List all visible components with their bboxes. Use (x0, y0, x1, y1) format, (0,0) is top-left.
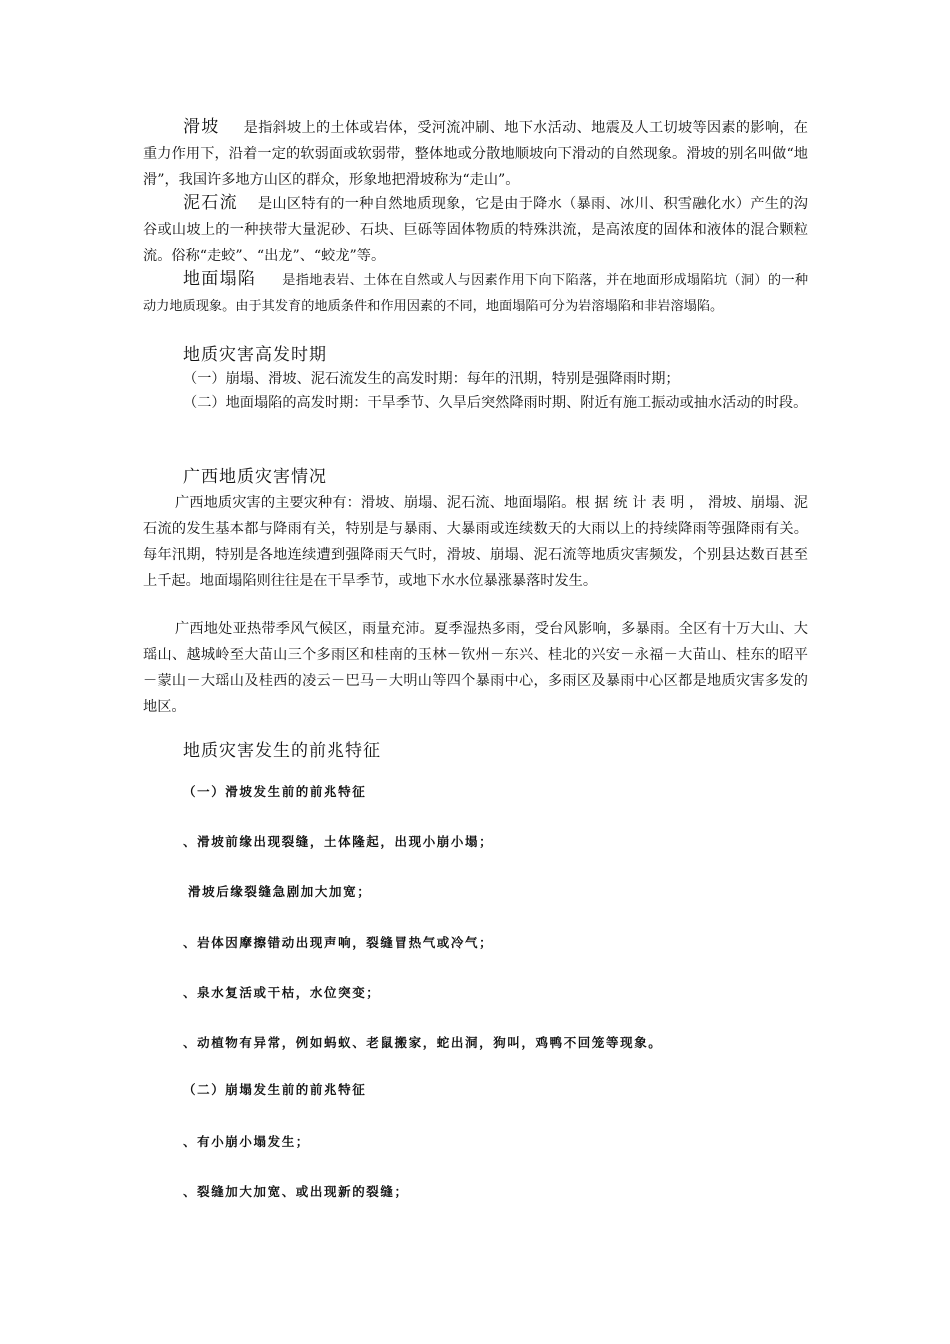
precursor-landslide-item: 滑坡后缘裂缝急剧加大加宽； (188, 884, 372, 899)
guangxi-paragraph-2: 广西地处亚热带季风气候区，雨量充沛。夏季湿热多雨，受台风影响，多暴雨。全区有十万大山、大瑶山、越城岭至大苗山三个多雨区和桂南的玉林－钦州－东兴、桂北的兴安－永福－大苗山、桂东的昭平－蒙山－大瑶山及桂西的凌云－巴马－大明山等四个暴雨中心，多雨区及暴雨中心区都是地质灾害多发的地区。 (143, 621, 808, 715)
definition-debris-flow (143, 190, 808, 269)
precursor-landslide-item: 、动植物有异常，例如蚂蚁、老鼠搬家，蛇出洞，狗叫，鸡鸭不回笼等现象。 (183, 1035, 663, 1050)
precursor-collapse-title: （二）崩塌发生前的前兆特征 (183, 1082, 367, 1097)
precursor-landslide-item: 、滑坡前缘出现裂缝，土体隆起，出现小崩小塌； (183, 834, 494, 849)
precursor-landslide-item: 、岩体因摩擦错动出现声响，裂缝冒热气或冷气； (183, 935, 494, 950)
definition-landslide (143, 114, 808, 193)
heading-precursors: 地质灾害发生的前兆特征 (183, 741, 381, 761)
definition-landslide-text: 是指斜坡上的土体或岩体，受河流冲刷、地下水活动、地震及人工切坡等因素的影响，在重力作用下，沿着一定的软弱面或软弱带，整体地或分散地顺坡向下滑动的自然现象。滑坡的别名叫做“地滑”，我国许多地方山区的群众，形象地把滑坡称为“走山”。 (143, 120, 808, 188)
guangxi-paragraph-1: 广西地质灾害的主要灾种有：滑坡、崩塌、泥石流、地面塌陷。根 据 统 计 表 明 ， 滑坡、崩塌、泥石流的发生基本都与降雨有关，特别是与暴雨、大暴雨或连续数天的大雨以上的持续降雨等强降雨有关。每年汛期，特别是各地连续遭到强降雨天气时，滑坡、崩塌、泥石流等地质灾害频发，个别县达数百甚至上千起。地面塌陷则往往是在干旱季节，或地下水水位暴涨暴落时发生。 (143, 495, 808, 589)
high-period-line-2: （二）地面塌陷的高发时期：干旱季节、久旱后突然降雨时期、附近有施工振动或抽水活动的时段。 (183, 395, 808, 411)
heading-guangxi: 广西地质灾害情况 (183, 467, 327, 487)
heading-high-period: 地质灾害高发时期 (183, 345, 327, 365)
term-landslide: 滑坡 (183, 117, 220, 137)
high-period-line-1: （一）崩塌、滑坡、泥石流发生的高发时期：每年的汛期，特别是强降雨时期； (183, 371, 680, 387)
definition-subsidence-text: 是指地表岩、土体在自然或人与因素作用下向下陷落，并在地面形成塌陷坑（洞）的一种动力地质现象。由于其发育的地质条件和作用因素的不同，地面塌陷可分为岩溶塌陷和非岩溶塌陷。 (143, 273, 809, 314)
term-subsidence: 地面塌陷 (183, 269, 257, 289)
precursor-collapse-item: 、有小崩小塌发生； (183, 1134, 310, 1149)
definition-debris-flow-text: 是山区特有的一种自然地质现象，它是由于降水（暴雨、冰川、积雪融化水）产生的沟谷或山坡上的一种挟带大量泥砂、石块、巨砾等固体物质的特殊洪流，是高浓度的固体和液体的混合颗粒流。俗称“走蛟”、“出龙”、“蛟龙”等。 (143, 196, 808, 264)
precursor-collapse-item: 、裂缝加大加宽、或出现新的裂缝； (183, 1184, 409, 1199)
definition-subsidence (143, 266, 808, 320)
precursor-landslide-item: 、泉水复活或干枯，水位突变； (183, 985, 381, 1000)
precursor-landslide-title: （一）滑坡发生前的前兆特征 (183, 784, 367, 799)
term-debris-flow: 泥石流 (183, 193, 238, 213)
